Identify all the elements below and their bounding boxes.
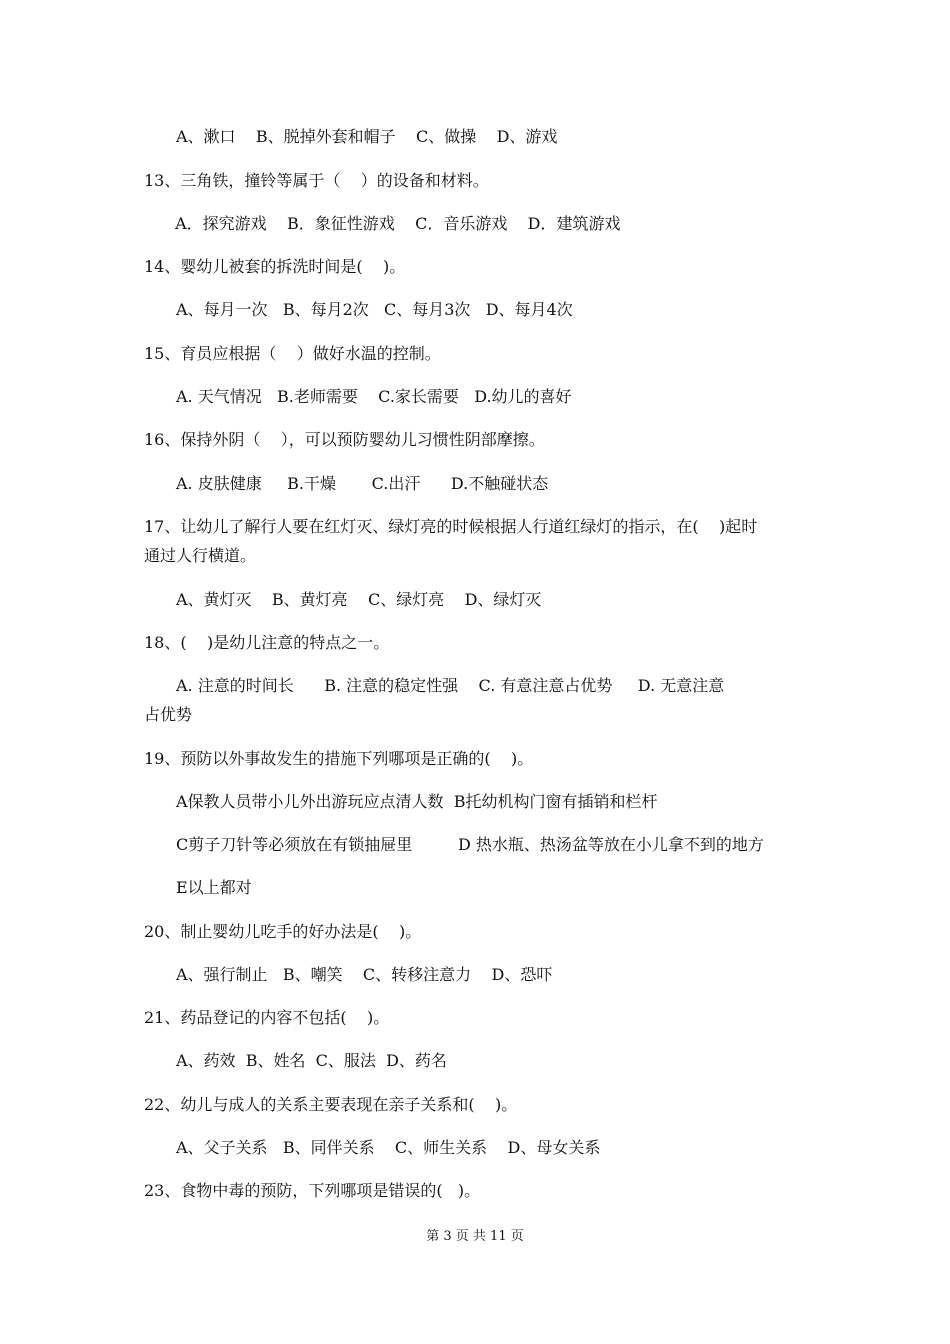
option-line: A、父子关系 B、同伴关系 C、师生关系 D、母女关系 [176,1138,601,1157]
option-line: E以上都对 [176,878,252,897]
question-20: 20、制止婴幼儿吃手的好办法是( )。 [144,922,422,941]
question-17-continued: 通过人行横道。 [144,546,257,565]
option-line: A保教人员带小儿外出游玩应点清人数 B托幼机构门窗有插销和栏杆 [176,792,658,811]
question-22: 22、幼儿与成人的关系主要表现在亲子关系和( )。 [144,1095,518,1114]
option-line: A．探究游戏 B．象征性游戏 C．音乐游戏 D．建筑游戏 [170,214,621,233]
option-line: A. 注意的时间长 B. 注意的稳定性强 C. 有意注意占优势 D. 无意注意 [176,676,725,695]
option-line: A、药效 B、姓名 C、服法 D、药名 [176,1051,447,1070]
question-17: 17、让幼儿了解行人要在红灯灭、绿灯亮的时候根据人行道红绿灯的指示，在( )起时 [144,517,758,536]
option-line: A、黄灯灭 B、黄灯亮 C、绿灯亮 D、绿灯灭 [176,590,542,609]
option-line: A、每月一次 B、每月2次 C、每月3次 D、每月4次 [176,300,573,319]
option-line: A. 皮肤健康 B.干燥 C.出汗 D.不触碰状态 [176,474,549,493]
option-line: A、强行制止 B、嘲笑 C、转移注意力 D、恐吓 [176,965,553,984]
option-line: A、漱口 B、脱掉外套和帽子 C、做操 D、游戏 [176,127,558,146]
question-16: 16、保持外阴（ ），可以预防婴幼儿习惯性阴部摩擦。 [144,430,545,449]
option-line: C剪子刀针等必须放在有锁抽屉里 D 热水瓶、热汤盆等放在小儿拿不到的地方 [176,835,764,854]
option-line: A. 天气情况 B.老师需要 C.家长需要 D.幼儿的喜好 [176,387,572,406]
question-21: 21、药品登记的内容不包括( )。 [144,1008,390,1027]
option-line-continued: 占优势 [144,705,193,724]
question-14: 14、婴幼儿被套的拆洗时间是( )。 [144,257,406,276]
page-footer: 第 3 页 共 11 页 [426,1229,524,1244]
question-15: 15、育员应根据（ ）做好水温的控制。 [144,344,441,363]
question-23: 23、食物中毒的预防，下列哪项是错误的( )。 [144,1181,481,1200]
question-13: 13、三角铁，撞铃等属于（ ）的设备和材料。 [144,171,489,190]
question-19: 19、预防以外事故发生的措施下列哪项是正确的( )。 [144,749,534,768]
question-18: 18、( )是幼儿注意的特点之一。 [144,633,390,652]
